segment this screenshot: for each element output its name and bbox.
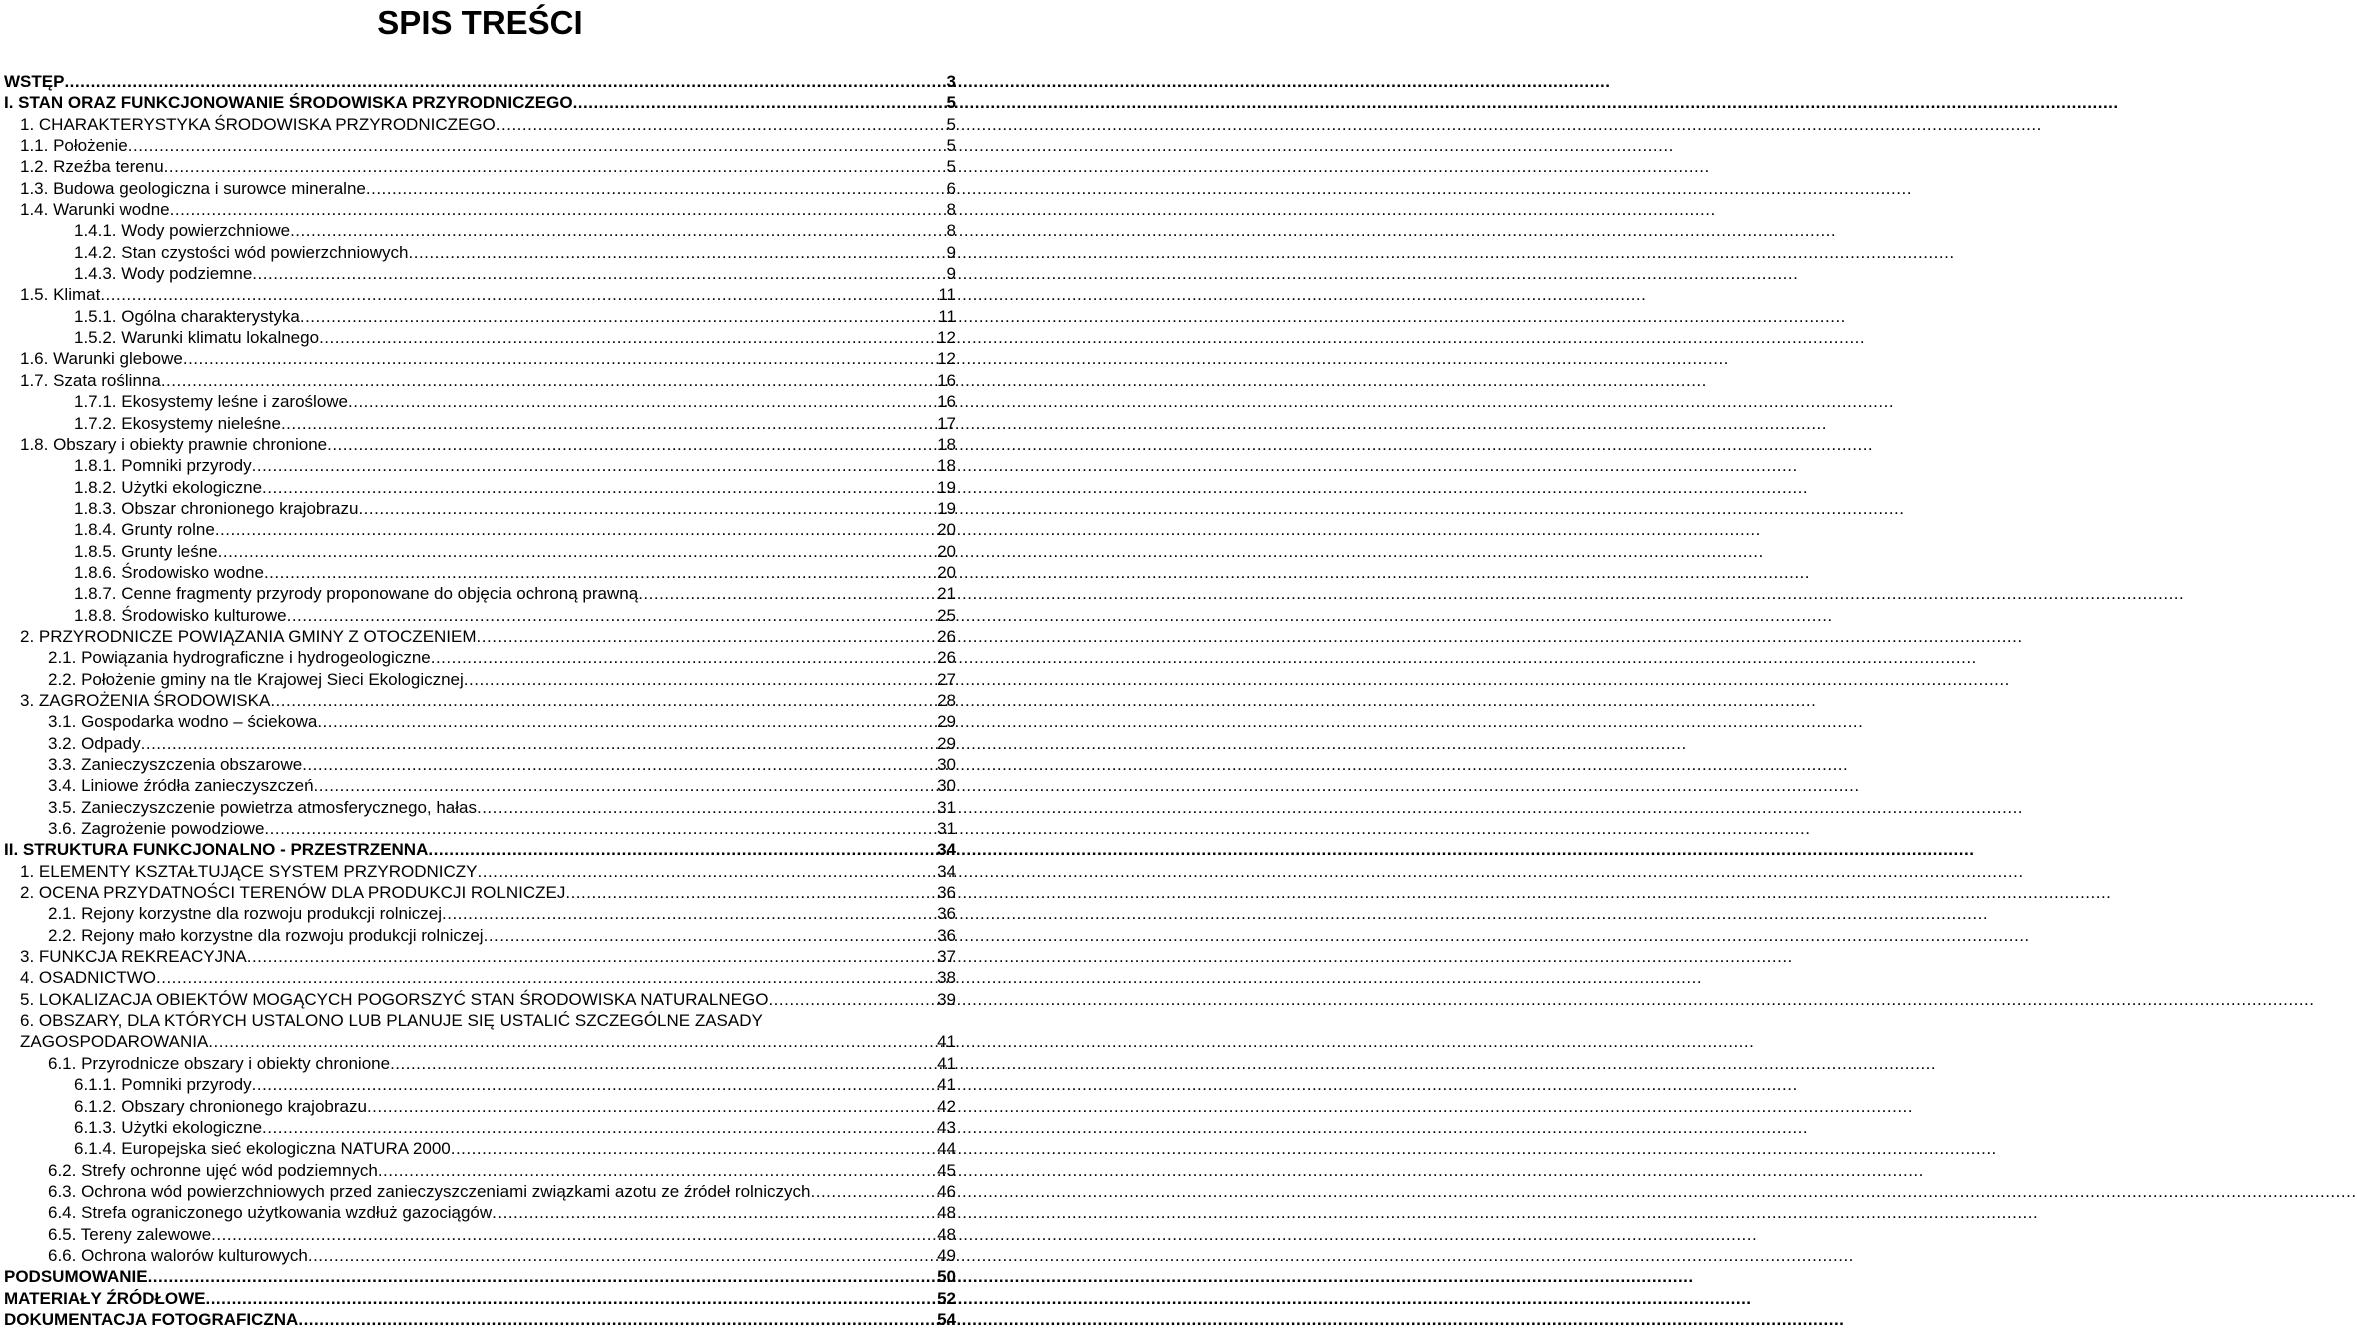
toc-entry[interactable] [4, 967, 956, 988]
toc-page-number: 27 [937, 669, 956, 689]
toc-dot-leader [484, 925, 936, 946]
toc-page-number: 28 [937, 690, 956, 710]
toc-entry[interactable] [4, 413, 956, 434]
toc-page-number: 20 [937, 520, 956, 540]
toc-dot-leader [348, 391, 936, 412]
toc-entry-title: 6.5. Tereny zalewowe [48, 1224, 212, 1244]
toc-entry-title: 3.5. Zanieczyszczenie powietrza atmosferycznego, hałas [48, 797, 477, 817]
toc-entry[interactable] [4, 455, 956, 476]
toc-entry[interactable] [4, 839, 956, 860]
toc-page-number: 44 [937, 1139, 956, 1159]
toc-dot-leader [378, 1160, 936, 1181]
toc-dot-leader [366, 178, 946, 199]
toc-entry[interactable] [4, 519, 956, 540]
toc-dot-leader [183, 348, 936, 369]
toc-entry[interactable] [4, 818, 956, 839]
toc-dot-leader [281, 413, 936, 434]
toc-page-number: 41 [937, 1053, 956, 1073]
toc-entry-title: 1.8.7. Cenne fragmenty przyrody proponowane do objęcia ochroną prawną [74, 584, 639, 604]
toc-entry-title: WSTĘP [4, 72, 65, 91]
toc-dot-leader [128, 135, 946, 156]
toc-entry-title: 6.6. Ochrona walorów kulturowych [48, 1245, 308, 1265]
toc-page-number: 41 [937, 1075, 956, 1095]
toc-dot-leader [319, 327, 936, 348]
toc-page-number: 18 [937, 434, 956, 454]
toc-entry-title: 1.4. Warunki wodne [20, 200, 170, 220]
toc-entry-title: 1.8.5. Grunty leśne [74, 541, 218, 561]
toc-page-number: 3 [946, 72, 956, 91]
toc-page-number: 20 [937, 562, 956, 582]
toc-entry-title: 5. LOKALIZACJA OBIEKTÓW MOGĄCYCH POGORSZYĆ STAN ŚRODOWISKA NATURALNEGO [20, 989, 769, 1009]
toc-dot-leader [477, 797, 936, 818]
toc-entry[interactable] [4, 178, 956, 199]
toc-entry[interactable] [4, 1138, 956, 1159]
page-title: SPIS TREŚCI [377, 4, 583, 41]
toc-entry[interactable] [4, 263, 956, 284]
toc-entry[interactable] [4, 626, 956, 647]
toc-page-number: 16 [937, 370, 956, 390]
toc-dot-leader [218, 541, 936, 562]
toc-entry-title: 1.8.3. Obszar chronionego krajobrazu [74, 498, 359, 518]
toc-entry-title: I. STAN ORAZ FUNKCJONOWANIE ŚRODOWISKA PRZYRODNICZEGO [4, 93, 573, 113]
toc-entry[interactable] [4, 797, 956, 818]
toc-dot-leader [287, 605, 936, 626]
toc-entry-title: 3.2. Odpady [48, 733, 141, 753]
toc-entry-title: 1.3. Budowa geologiczna i surowce mineralne [20, 178, 366, 198]
toc-page-number: 30 [937, 776, 956, 796]
toc-entry-title: 1.8. Obszary i obiekty prawnie chronione [20, 434, 328, 454]
toc-dot-leader [358, 498, 936, 519]
toc-page-number: 18 [937, 456, 956, 476]
toc-entry[interactable] [4, 498, 956, 519]
toc-page-number: 8 [946, 221, 956, 241]
toc-entry[interactable] [4, 1245, 956, 1266]
toc-entry-title: 1.5.2. Warunki klimatu lokalnego [74, 328, 320, 348]
toc-entry-title: PODSUMOWANIE [4, 1267, 148, 1287]
toc-entry[interactable] [4, 562, 956, 583]
toc-page-number: 48 [937, 1203, 956, 1223]
toc-entry-title: 2.1. Powiązania hydrograficzne i hydrogeologiczne [48, 648, 431, 668]
toc-entry-title: 1. ELEMENTY KSZTAŁTUJĄCE SYSTEM PRZYRODNICZY [20, 861, 478, 881]
toc-entry-title: 3.4. Liniowe źródła zanieczyszczeń [48, 776, 314, 796]
toc-dot-leader [264, 562, 936, 583]
toc-entry[interactable] [4, 946, 956, 967]
toc-dot-leader [298, 1309, 936, 1330]
toc-dot-leader [464, 669, 936, 690]
toc-dot-leader [478, 861, 937, 882]
toc-page-number: 50 [937, 1267, 956, 1287]
toc-entry[interactable] [4, 989, 956, 1010]
toc-page-number: 31 [937, 819, 956, 839]
toc-entry-title: 1.8.8. Środowisko kulturowe [74, 605, 287, 625]
toc-dot-leader [409, 242, 946, 263]
toc-dot-leader [262, 1117, 936, 1138]
toc-entry[interactable] [4, 775, 956, 796]
toc-dot-leader [141, 733, 936, 754]
toc-dot-leader [390, 1053, 936, 1074]
toc-entry-title: 1. CHARAKTERYSTYKA ŚRODOWISKA PRZYRODNICZEGO [20, 114, 496, 134]
toc-dot-leader [428, 839, 936, 860]
toc-entry[interactable] [4, 1202, 956, 1223]
toc-dot-leader [496, 114, 946, 135]
toc-page-number: 54 [937, 1309, 956, 1329]
toc-entry[interactable] [4, 1117, 956, 1138]
toc-page-number: 20 [937, 541, 956, 561]
toc-entry-title: 2. OCENA PRZYDATNOŚCI TERENÓW DLA PRODUKCJI ROLNICZEJ [20, 883, 566, 903]
toc-entry[interactable] [4, 733, 956, 754]
toc-page-number: 30 [937, 755, 956, 774]
toc-page-number: 36 [937, 883, 956, 903]
toc-page-number: 12 [937, 328, 956, 348]
toc-dot-leader [205, 1288, 936, 1309]
toc-entry-title: 1.1. Położenie [20, 136, 128, 156]
toc-entry-title: 3.1. Gospodarka wodno – ściekowa [48, 712, 318, 732]
toc-page-number: 16 [937, 392, 956, 412]
toc-entry-title: 6.1.3. Użytki ekologiczne [74, 1117, 263, 1137]
toc-dot-leader [270, 690, 936, 711]
toc-entry[interactable] [4, 669, 956, 690]
toc-entry-title: ZAGOSPODAROWANIA [20, 1032, 209, 1052]
toc-entry-title: 2.1. Rejony korzystne dla rozwoju produkcji rolniczej [48, 904, 443, 924]
toc-entry[interactable] [4, 647, 956, 668]
toc-entry[interactable] [4, 434, 956, 455]
toc-entry[interactable] [4, 1053, 956, 1074]
toc-entry[interactable] [4, 391, 956, 412]
toc-dot-leader [451, 1138, 936, 1159]
toc-dot-leader [290, 220, 945, 241]
toc-entry[interactable] [4, 903, 956, 924]
toc-entry[interactable] [4, 925, 956, 946]
toc-entry[interactable] [4, 220, 956, 241]
toc-dot-leader [300, 306, 938, 327]
toc-entry[interactable] [4, 156, 956, 177]
toc-dot-leader [431, 647, 936, 668]
toc-entry-title: 3. ZAGROŻENIA ŚRODOWISKA [20, 690, 271, 710]
toc-entry-title: 1.7.1. Ekosystemy leśne i zaroślowe [74, 392, 349, 412]
toc-entry[interactable] [4, 1096, 956, 1117]
toc-page-number: 26 [937, 648, 956, 668]
toc-page-number: 34 [937, 840, 956, 860]
toc-page-number: 43 [937, 1117, 956, 1137]
toc-entry-title: 3. FUNKCJA REKREACYJNA [20, 947, 247, 967]
toc-entry-title: 1.8.6. Środowisko wodne [74, 562, 264, 582]
toc-dot-leader [252, 263, 945, 284]
toc-page-number: 12 [937, 349, 956, 369]
toc-dot-leader [100, 284, 937, 305]
toc-entry[interactable] [4, 583, 956, 604]
table-of-contents [4, 71, 956, 1330]
toc-entry-title: 2.2. Rejony mało korzystne dla rozwoju produkcji rolniczej [48, 925, 484, 945]
toc-page-number: 19 [937, 477, 956, 497]
toc-page-number: 49 [937, 1245, 956, 1265]
toc-entry-title: 1.5.1. Ogólna charakterystyka [74, 306, 300, 326]
toc-dot-leader [64, 71, 945, 92]
toc-entry-title: 2.2. Położenie gminy na tle Krajowej Sieci Ekologicznej [48, 669, 464, 689]
toc-dot-leader [638, 583, 936, 604]
toc-entry[interactable] [4, 306, 956, 327]
toc-dot-leader [148, 1266, 937, 1287]
toc-page-number: 9 [946, 242, 956, 262]
toc-page-number: 41 [937, 1032, 956, 1052]
toc-dot-leader [252, 455, 936, 476]
toc-entry-title: 1.4.1. Wody powierzchniowe [74, 221, 291, 241]
toc-entry-title: 3.6. Zagrożenie powodziowe [48, 819, 265, 839]
toc-entry[interactable] [4, 370, 956, 391]
toc-dot-leader [208, 1031, 936, 1052]
toc-entry[interactable] [4, 348, 956, 369]
toc-entry[interactable] [4, 1288, 956, 1309]
toc-entry[interactable] [4, 541, 956, 562]
toc-entry-title: 1.8.1. Pomniki przyrody [74, 456, 252, 476]
toc-entry[interactable] [4, 71, 956, 92]
toc-entry[interactable] [4, 1181, 956, 1202]
toc-page-number: 5 [946, 157, 956, 177]
toc-entry-title: 6.1.2. Obszary chronionego krajobrazu [74, 1096, 367, 1116]
toc-entry-title: 6.1.4. Europejska sieć ekologiczna NATURA 2000 [74, 1139, 451, 1159]
toc-entry-title: 1.4.3. Wody podziemne [74, 264, 253, 284]
toc-entry[interactable] [4, 754, 956, 775]
toc-page-number: 29 [937, 733, 956, 753]
toc-dot-leader [302, 754, 936, 775]
toc-page-number: 5 [946, 114, 956, 134]
toc-page-number: 52 [937, 1288, 956, 1308]
toc-dot-leader [211, 1224, 936, 1245]
toc-entry-title: 1.4.2. Stan czystości wód powierzchniowych [74, 242, 409, 262]
toc-entry-title: 1.8.4. Grunty rolne [74, 520, 215, 540]
toc-entry-title: 1.5. Klimat [20, 285, 101, 305]
toc-dot-leader [492, 1202, 936, 1223]
toc-entry[interactable] [4, 327, 956, 348]
toc-entry[interactable] [4, 284, 956, 305]
toc-page-number: 48 [937, 1224, 956, 1244]
toc-entry[interactable] [4, 1266, 956, 1287]
toc-entry[interactable] [4, 605, 956, 626]
toc-dot-leader [565, 882, 936, 903]
toc-page-number: 17 [937, 413, 956, 433]
toc-entry-title: 1.7.2. Ekosystemy nieleśne [74, 413, 281, 433]
toc-page-number: 8 [946, 200, 956, 220]
toc-entry[interactable] [4, 690, 956, 711]
toc-entry[interactable] [4, 477, 956, 498]
toc-entry-line[interactable]: 6. OBSZARY, DLA KTÓRYCH USTALONO LUB PLANUJE SIĘ USTALIĆ SZCZEGÓLNE ZASADY [20, 1011, 763, 1031]
toc-entry-title: 6.4. Strefa ograniczonego użytkowania wzdłuż gazociągów [48, 1203, 493, 1223]
toc-page-number: 45 [937, 1160, 956, 1180]
toc-dot-leader [247, 946, 936, 967]
toc-dot-leader [573, 92, 946, 113]
toc-dot-leader [264, 818, 936, 839]
toc-page-number: 31 [937, 797, 956, 817]
toc-entry-title: 4. OSADNICTWO [20, 968, 157, 988]
toc-entry[interactable] [4, 199, 956, 220]
toc-entry[interactable] [4, 135, 956, 156]
toc-entry-title: 3.3. Zanieczyszczenia obszarowe [48, 755, 303, 774]
toc-dot-leader [308, 1245, 936, 1266]
toc-page-number: 6 [946, 178, 956, 198]
toc-page-number: 36 [937, 904, 956, 924]
toc-entry[interactable] [4, 1031, 956, 1052]
toc-entry-title: 6.1. Przyrodnicze obszary i obiekty chronione [48, 1053, 391, 1073]
toc-page-number: 9 [946, 264, 956, 284]
toc-page-number: 11 [938, 306, 956, 326]
toc-page-number: 19 [937, 498, 956, 518]
toc-page-number: 5 [946, 93, 956, 113]
toc-dot-leader [811, 1181, 937, 1202]
toc-dot-leader [252, 1074, 936, 1095]
toc-dot-leader [768, 989, 936, 1010]
toc-page-number: 42 [937, 1096, 956, 1116]
toc-page-number: 37 [937, 947, 956, 967]
toc-dot-leader [161, 370, 936, 391]
toc-entry[interactable] [4, 882, 956, 903]
toc-dot-leader [327, 434, 936, 455]
toc-page-number: 34 [937, 861, 956, 881]
toc-page-number: 26 [937, 626, 956, 646]
toc-dot-leader [442, 903, 936, 924]
toc-dot-leader [164, 156, 946, 177]
toc-dot-leader [317, 711, 936, 732]
toc-entry-title: 1.2. Rzeźba terenu [20, 157, 164, 177]
toc-entry[interactable] [4, 861, 956, 882]
toc-entry-title: II. STRUKTURA FUNKCJONALNO - PRZESTRZENNA [4, 840, 429, 860]
toc-entry[interactable] [4, 711, 956, 732]
toc-entry[interactable] [4, 1160, 956, 1181]
toc-page-number: 36 [937, 925, 956, 945]
toc-entry[interactable] [4, 1309, 956, 1330]
toc-dot-leader [170, 199, 946, 220]
toc-entry[interactable] [4, 242, 956, 263]
toc-entry[interactable] [4, 1074, 956, 1095]
toc-dot-leader [477, 626, 937, 647]
toc-entry-title: 6.1.1. Pomniki przyrody [74, 1075, 252, 1095]
toc-entry-title: 1.8.2. Użytki ekologiczne [74, 477, 263, 497]
toc-dot-leader [215, 519, 936, 540]
toc-entry-title: 1.7. Szata roślinna [20, 370, 161, 390]
toc-page-number: 29 [937, 712, 956, 732]
toc-entry[interactable] [4, 114, 956, 135]
toc-entry-title: 6.3. Ochrona wód powierzchniowych przed zanieczyszczeniami związkami azotu ze źródeł rolniczych [48, 1181, 811, 1201]
toc-entry-title: 6.2. Strefy ochronne ujęć wód podziemnych [48, 1160, 378, 1180]
toc-page-number: 25 [937, 605, 956, 625]
toc-entry[interactable] [4, 1224, 956, 1245]
toc-entry-title: MATERIAŁY ŹRÓDŁOWE [4, 1288, 206, 1308]
toc-page-number: 46 [937, 1181, 956, 1201]
toc-entry-title: 2. PRZYRODNICZE POWIĄZANIA GMINY Z OTOCZENIEM [20, 626, 477, 646]
toc-dot-leader [156, 967, 936, 988]
toc-page-number: 11 [938, 285, 956, 305]
toc-entry-title: DOKUMENTACJA FOTOGRAFICZNA [4, 1309, 299, 1329]
toc-dot-leader [367, 1096, 936, 1117]
toc-entry-title: 1.6. Warunki glebowe [20, 349, 183, 369]
toc-page-number: 5 [946, 136, 956, 156]
toc-dot-leader [314, 775, 937, 796]
toc-page-number: 39 [937, 989, 956, 1009]
toc-page-number: 21 [937, 584, 956, 604]
toc-page-number: 38 [937, 968, 956, 988]
toc-entry[interactable] [4, 92, 956, 113]
toc-dot-leader [262, 477, 936, 498]
